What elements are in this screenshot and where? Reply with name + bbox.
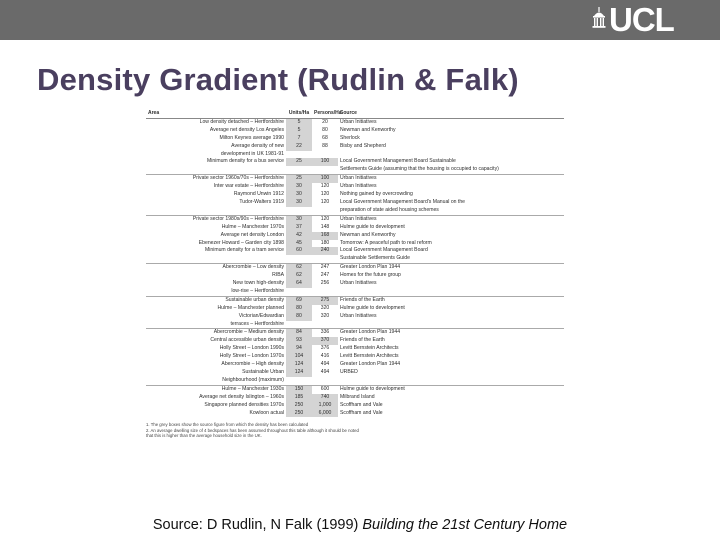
cell-persons: 320: [320, 312, 330, 319]
cell-units: 30: [286, 191, 312, 199]
cell-source: Urban Initiatives: [340, 312, 377, 319]
cell-units: 64: [286, 280, 312, 288]
table-row: [146, 361, 564, 369]
cell-area: Sustainable urban density: [146, 296, 286, 304]
cell-source: Levitt Bernstein Architects: [340, 345, 399, 352]
cell-area: low-rise – Hertfordshire: [231, 287, 284, 294]
cell-persons: 494: [320, 361, 330, 368]
cell-persons: 80: [322, 126, 328, 133]
cell-source: [338, 377, 564, 385]
cell-source: Newman and Kenworthy: [340, 126, 396, 133]
cell-units: 124: [286, 361, 312, 369]
cell-persons: 88: [322, 142, 328, 149]
cell-source: preparation of state aided housing schemes: [340, 206, 439, 213]
table-row: [146, 385, 564, 393]
table-row: [146, 264, 564, 272]
cell-units: 5: [286, 127, 312, 135]
cell-persons: 120: [320, 183, 330, 190]
cell-units: 93: [286, 337, 312, 345]
table-row: [146, 410, 564, 418]
table-row: [146, 151, 564, 159]
cell-area: Kowloon actual: [249, 409, 284, 416]
cell-source: Urban Initiatives: [340, 280, 377, 287]
cell-units: [286, 377, 312, 385]
cell-area: Holly Street – London 1970s: [219, 353, 284, 360]
cell-area: Victorian/Edwardian: [238, 312, 284, 319]
table-row: [146, 280, 564, 288]
cell-source: Local Government Management Board Sustainable: [340, 158, 456, 165]
cell-area: Average density of new: [231, 142, 284, 149]
cell-area: Private sector 1980s/90s – Hertfordshire: [146, 215, 286, 223]
cell-persons: 120: [320, 191, 330, 198]
table-row: [146, 369, 564, 377]
table-row: [146, 345, 564, 353]
cell-persons: 376: [320, 345, 330, 352]
table-row: [146, 321, 564, 329]
table-notes: [146, 422, 564, 438]
header-bar: [0, 0, 720, 40]
table-row: [146, 158, 564, 166]
cell-units: [286, 321, 312, 329]
table-row: [146, 240, 564, 248]
cell-persons: 600: [312, 385, 338, 393]
cell-source: Urban Initiatives: [340, 118, 377, 125]
cell-units: 80: [286, 305, 312, 313]
table-row: [146, 207, 564, 215]
cell-persons: 168: [312, 232, 338, 240]
cell-persons: 336: [312, 329, 338, 337]
cell-area: Singapore planned densities 1970s: [204, 401, 284, 408]
table-row: [146, 377, 564, 385]
cell-area: Average net density London: [220, 231, 284, 238]
cell-area: Hulme – Manchester 1970s: [221, 223, 284, 230]
cell-area: Hulme – Manchester 1930s: [146, 385, 286, 393]
cell-persons: 148: [320, 223, 330, 230]
cell-units: 30: [286, 199, 312, 207]
cell-units: 25: [286, 175, 312, 183]
cell-units: 62: [286, 272, 312, 280]
cell-persons: 416: [320, 353, 330, 360]
source-book-title: Building the 21st Century Home: [362, 517, 568, 533]
cell-area: Milton Keynes average 1990: [219, 134, 284, 141]
cell-source: Urban Initiatives: [338, 175, 564, 183]
column-header-persons: Persons/Ha: [312, 110, 338, 118]
cell-area: Raymond Unwin 1912: [233, 191, 284, 198]
table-row: [146, 127, 564, 135]
cell-persons: 247: [312, 264, 338, 272]
cell-persons: 20: [322, 118, 328, 125]
cell-area: Average net density Los Angeles: [209, 126, 284, 133]
table-row: [146, 394, 564, 402]
cell-persons: [312, 166, 338, 174]
cell-persons: 275: [312, 296, 338, 304]
table-note: 1. The grey boxes show the source figure from which the density has been calculated: [146, 422, 309, 428]
table-row: [146, 166, 564, 174]
cell-units: 62: [286, 264, 312, 272]
cell-area: [146, 207, 286, 215]
table-body: [146, 118, 564, 417]
cell-source: Settlements Guide (assuming that the housing is occupied to capacity): [340, 166, 499, 173]
cell-units: 45: [286, 240, 312, 248]
cell-persons: 1,000: [312, 402, 338, 410]
cell-units: 30: [286, 183, 312, 191]
cell-area: Average net density Islington – 1960s: [199, 393, 284, 400]
table-row: [146, 329, 564, 337]
cell-persons: [312, 255, 338, 263]
cell-units: [286, 151, 312, 159]
cell-area: Abercrombie – Low density: [146, 264, 286, 272]
cell-area: Ebenezer Howard – Garden city 1898: [198, 239, 284, 246]
cell-units: [286, 207, 312, 215]
cell-source: [338, 151, 564, 159]
cell-area: New town high-density: [232, 280, 284, 287]
cell-units: 42: [286, 232, 312, 240]
cell-source: Scoffham and Vale: [340, 401, 383, 408]
cell-source: Homes for the future group: [340, 272, 401, 279]
logo-text: UCL: [609, 1, 674, 38]
cell-source: Greater London Plan 1944: [338, 329, 564, 337]
cell-area: [146, 255, 286, 263]
cell-source: Nothing gained by overcrowding: [340, 191, 413, 198]
cell-units: 5: [286, 118, 312, 126]
cell-persons: [312, 288, 338, 296]
scanned-density-table: [146, 110, 564, 510]
density-table: [146, 110, 564, 417]
cell-persons: 320: [320, 304, 330, 311]
cell-area: Hulme – Manchester planned: [217, 304, 284, 311]
cell-source: Milbrand Island: [340, 393, 375, 400]
cell-units: 69: [286, 296, 312, 304]
cell-area: Inter war estate – Hertfordshire: [213, 183, 284, 190]
table-row: [146, 402, 564, 410]
cell-area: [146, 166, 286, 174]
cell-source: Local Government Management Board's Manual on the: [340, 198, 465, 205]
cell-source: Sherlock: [340, 134, 360, 141]
cell-source: Newman and Kenworthy: [340, 231, 396, 238]
cell-persons: 180: [320, 239, 330, 246]
cell-units: 250: [286, 410, 312, 418]
cell-source: Urban Initiatives: [340, 183, 377, 190]
table-row: [146, 255, 564, 263]
cell-units: 60: [286, 247, 312, 255]
table-row: [146, 143, 564, 151]
slide-title: Density Gradient (Rudlin & Falk): [37, 62, 519, 97]
cell-units: 22: [286, 143, 312, 151]
cell-persons: 100: [312, 175, 338, 183]
cell-source: [338, 321, 564, 329]
cell-persons: 240: [312, 247, 338, 255]
cell-units: 250: [286, 402, 312, 410]
column-header-area: Area: [146, 110, 286, 118]
cell-source: Local Government Management Board: [340, 247, 428, 254]
cell-area: Private sector 1960s/70s – Hertfordshire: [146, 175, 286, 183]
cell-persons: [312, 377, 338, 385]
cell-source: Greater London Plan 1944: [340, 361, 401, 368]
cell-units: [286, 166, 312, 174]
cell-area: Minimum density for a tram service: [205, 247, 284, 254]
cell-area: development in UK 1981-91: [220, 150, 284, 157]
cell-source: Hulme guide to development: [338, 385, 564, 393]
source-prefix: Source: D Rudlin, N Falk (1999): [152, 517, 363, 533]
cell-persons: 247: [320, 272, 330, 279]
cell-persons: [312, 151, 338, 159]
table-row: [146, 272, 564, 280]
table-row: [146, 313, 564, 321]
cell-units: [286, 288, 312, 296]
cell-source: Sustainable Settlements Guide: [340, 255, 410, 262]
cell-units: 150: [286, 385, 312, 393]
cell-persons: 68: [322, 134, 328, 141]
cell-area: terraces – Hertfordshire: [230, 320, 284, 327]
cell-persons: 494: [320, 369, 330, 375]
cell-persons: 100: [312, 158, 338, 166]
table-row: [146, 175, 564, 183]
table-row: [146, 337, 564, 345]
table-row: [146, 224, 564, 232]
cell-persons: 370: [312, 337, 338, 345]
cell-units: 7: [286, 135, 312, 143]
cell-persons: 740: [312, 394, 338, 402]
cell-persons: [312, 321, 338, 329]
cell-area: Tudor-Walters 1919: [239, 198, 284, 205]
portico-crest-icon: [592, 5, 606, 35]
table-row: [146, 247, 564, 255]
cell-area: Central accessible urban density: [210, 337, 284, 344]
cell-units: 84: [286, 329, 312, 337]
table-header-row: [146, 110, 564, 118]
table-row: [146, 296, 564, 304]
table-note: that this is higher than the average household size in the UK.: [146, 433, 262, 439]
cell-source: Friends of the Earth: [338, 296, 564, 304]
cell-area: Holly Street – London 1990s: [219, 345, 284, 352]
table-row: [146, 183, 564, 191]
cell-units: 80: [286, 313, 312, 321]
cell-persons: 6,000: [312, 410, 338, 418]
column-header-units: Units/Ha: [286, 110, 312, 118]
table-row: [146, 353, 564, 361]
cell-source: Bisby and Shepherd: [340, 142, 386, 149]
source-citation: [0, 517, 720, 533]
column-header-source: Source: [338, 110, 564, 118]
cell-source: Tomorrow: A peaceful path to real reform: [340, 239, 432, 246]
cell-area: Abercrombie – Medium density: [146, 329, 286, 337]
cell-area: Minimum density for a bus service: [207, 158, 284, 165]
cell-persons: 120: [320, 198, 330, 205]
cell-area: Abercrombie – High density: [221, 361, 284, 368]
cell-persons: 120: [312, 215, 338, 223]
cell-area: Sustainable Urban: [242, 369, 284, 375]
ucl-logo: [592, 1, 674, 38]
cell-units: 124: [286, 369, 312, 377]
cell-units: 185: [286, 394, 312, 402]
cell-source: Levitt Bernstein Architects: [340, 353, 399, 360]
cell-source: Scoffham and Vale: [340, 409, 383, 416]
cell-source: URBED: [340, 369, 358, 375]
cell-units: [286, 255, 312, 263]
table-row: [146, 135, 564, 143]
cell-persons: 256: [320, 280, 330, 287]
cell-source: [338, 288, 564, 296]
cell-area: RIBA: [272, 272, 284, 279]
cell-units: 104: [286, 353, 312, 361]
table-row: [146, 118, 564, 126]
cell-units: 94: [286, 345, 312, 353]
table-row: [146, 199, 564, 207]
cell-area: Neighbourhood (maximum): [222, 376, 284, 383]
cell-units: 30: [286, 215, 312, 223]
cell-persons: [312, 207, 338, 215]
cell-source: Hulme guide to development: [340, 304, 405, 311]
cell-source: Friends of the Earth: [340, 337, 385, 344]
table-note: 2. An average dwelling size of 4 bedspaces has been assumed throughout this table although it should be noted: [146, 427, 359, 433]
table-row: [146, 305, 564, 313]
table-row: [146, 191, 564, 199]
cell-units: 25: [286, 158, 312, 166]
cell-units: 37: [286, 224, 312, 232]
cell-source: Hulme guide to development: [340, 223, 405, 230]
table-row: [146, 232, 564, 240]
table-row: [146, 215, 564, 223]
cell-source: Greater London Plan 1944: [338, 264, 564, 272]
cell-area: Low density detached – Hertfordshire: [199, 118, 284, 125]
table-row: [146, 288, 564, 296]
cell-source: Urban Initiatives: [338, 215, 564, 223]
